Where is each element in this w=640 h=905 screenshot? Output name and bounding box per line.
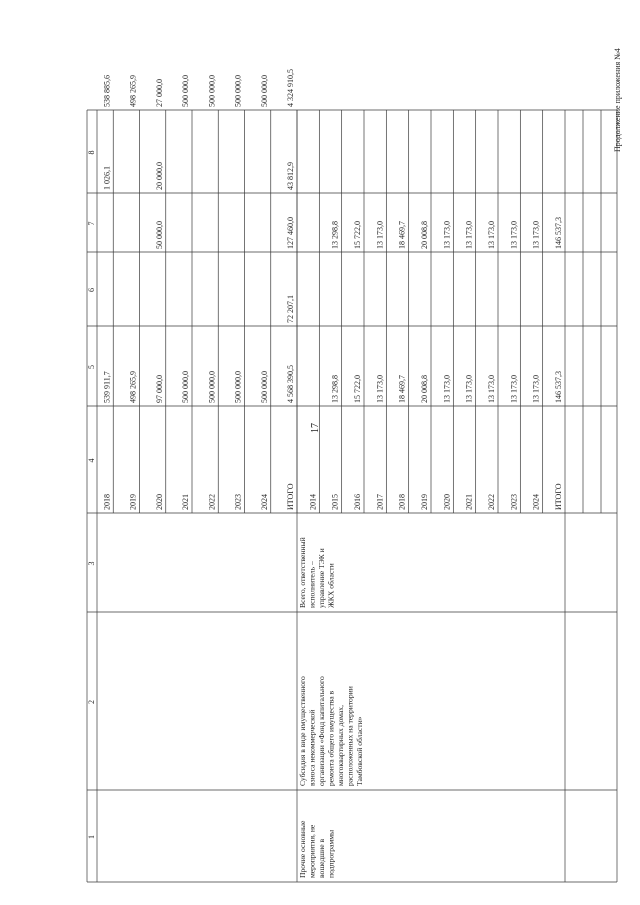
value-cell: 13 173,0 bbox=[509, 221, 519, 249]
table-cells bbox=[87, 69, 563, 878]
value-cell: 13 298,8 bbox=[330, 375, 340, 403]
value-cell: 500 000,0 bbox=[233, 75, 243, 107]
year-cell: 2017 bbox=[375, 494, 385, 510]
value-cell: 500 000,0 bbox=[259, 75, 269, 107]
value-cell: 500 000,0 bbox=[207, 371, 217, 403]
value-cell: 15 722,0 bbox=[353, 221, 362, 249]
column-number: 6 bbox=[87, 288, 96, 292]
value-cell: 498 265,9 bbox=[128, 75, 138, 107]
value-cell: 13 173,0 bbox=[464, 375, 474, 403]
column-number: 4 bbox=[87, 458, 96, 463]
value-cell: 4 324 910,5 bbox=[286, 69, 295, 107]
value-cell: 500 000,0 bbox=[207, 75, 217, 107]
measure-description-line: Тамбовской области» bbox=[355, 716, 364, 786]
value-cell: 18 469,7 bbox=[397, 375, 407, 403]
year-cell: 2019 bbox=[128, 494, 138, 510]
year-cell: 2023 bbox=[233, 494, 243, 510]
column-number: 7 bbox=[87, 221, 96, 226]
value-cell: 498 265,9 bbox=[128, 371, 138, 403]
value-cell: 500 000,0 bbox=[233, 371, 243, 403]
value-cell: 539 911,7 bbox=[102, 371, 112, 403]
year-cell: 2015 bbox=[330, 494, 340, 510]
value-cell: 72 207,1 bbox=[286, 295, 295, 323]
year-cell: 2022 bbox=[207, 494, 217, 510]
value-cell: 20 008,8 bbox=[420, 375, 429, 403]
year-cell: 2018 bbox=[102, 494, 112, 510]
value-cell: 500 000,0 bbox=[181, 75, 190, 107]
year-cell: 2020 bbox=[442, 494, 452, 510]
column-number: 5 bbox=[87, 365, 96, 369]
measure-description-line: взноса некоммерческой bbox=[307, 709, 317, 786]
value-cell: 13 173,0 bbox=[531, 375, 541, 403]
year-cell: ИТОГО bbox=[286, 483, 295, 510]
year-cell: 2024 bbox=[259, 494, 269, 510]
year-cell: 2020 bbox=[154, 494, 164, 510]
year-cell: 2019 bbox=[420, 494, 429, 510]
column-number: 3 bbox=[87, 561, 96, 566]
value-cell: 18 469,7 bbox=[397, 221, 407, 249]
value-cell: 13 173,0 bbox=[464, 221, 474, 249]
value-cell: 13 173,0 bbox=[442, 221, 452, 249]
value-cell: 1 026,1 bbox=[102, 166, 112, 190]
year-cell: ИТОГО bbox=[554, 483, 563, 510]
value-cell: 27 000,0 bbox=[154, 79, 164, 107]
column-number: 1 bbox=[87, 835, 96, 839]
value-cell: 97 000,0 bbox=[154, 375, 164, 403]
value-cell: 13 173,0 bbox=[375, 375, 385, 403]
page-number: 17 bbox=[310, 423, 321, 433]
value-cell: 13 298,8 bbox=[330, 221, 340, 249]
value-cell: 20 000,0 bbox=[154, 162, 164, 190]
value-cell: 500 000,0 bbox=[181, 371, 190, 403]
value-cell: 20 008,8 bbox=[420, 221, 429, 249]
year-cell: 2021 bbox=[181, 494, 190, 510]
value-cell: 15 722,0 bbox=[353, 375, 362, 403]
year-cell: 2024 bbox=[531, 494, 541, 510]
executor-line: исполнитель – bbox=[307, 561, 317, 608]
value-cell: 13 173,0 bbox=[531, 221, 541, 249]
executor-line: ЖКХ области bbox=[326, 563, 336, 608]
measure-description-line: Субсидия в виде имущественного bbox=[298, 676, 307, 786]
year-cell: 2018 bbox=[397, 494, 407, 510]
value-cell: 13 173,0 bbox=[509, 375, 519, 403]
column-number: 2 bbox=[87, 700, 96, 704]
measure-description-line: расположенных на территории bbox=[345, 686, 355, 786]
measure-name-line: Прочие основные bbox=[298, 820, 307, 878]
year-cell: 2023 bbox=[509, 494, 519, 510]
value-cell: 538 885,6 bbox=[102, 75, 112, 107]
value-cell: 43 812,9 bbox=[286, 162, 295, 190]
measure-name-line: подпрограммы bbox=[326, 829, 336, 878]
year-cell: 2021 bbox=[464, 494, 474, 510]
executor-line: Всего, ответственный bbox=[298, 537, 307, 608]
measure-name-line: вошедшие в bbox=[317, 838, 326, 878]
value-cell: 4 568 390,5 bbox=[286, 365, 295, 403]
measure-description-line: многоквартирных домах, bbox=[336, 704, 345, 786]
value-cell: 146 537,3 bbox=[554, 371, 563, 403]
year-cell: 2014 bbox=[308, 494, 318, 510]
value-cell: 500 000,0 bbox=[259, 371, 269, 403]
measure-description-line: организации «Фонд капитального bbox=[317, 676, 326, 786]
value-cell: 13 173,0 bbox=[487, 221, 496, 249]
value-cell: 127 460,0 bbox=[286, 217, 295, 249]
column-number: 8 bbox=[87, 150, 96, 155]
value-cell: 13 173,0 bbox=[487, 375, 496, 403]
value-cell: 13 173,0 bbox=[442, 375, 452, 403]
measure-description-line: ремонта общего имущества в bbox=[326, 690, 336, 786]
appendix-continuation-note: Продолжение приложения №4 bbox=[613, 48, 622, 152]
measure-name-line: мероприятия, не bbox=[307, 824, 317, 878]
value-cell: 13 173,0 bbox=[375, 221, 385, 249]
year-cell: 2016 bbox=[353, 494, 362, 510]
executor-line: управление ТЭК и bbox=[317, 548, 326, 608]
year-cell: 2022 bbox=[487, 494, 496, 510]
value-cell: 146 537,3 bbox=[554, 217, 563, 249]
value-cell: 50 000,0 bbox=[154, 221, 164, 249]
